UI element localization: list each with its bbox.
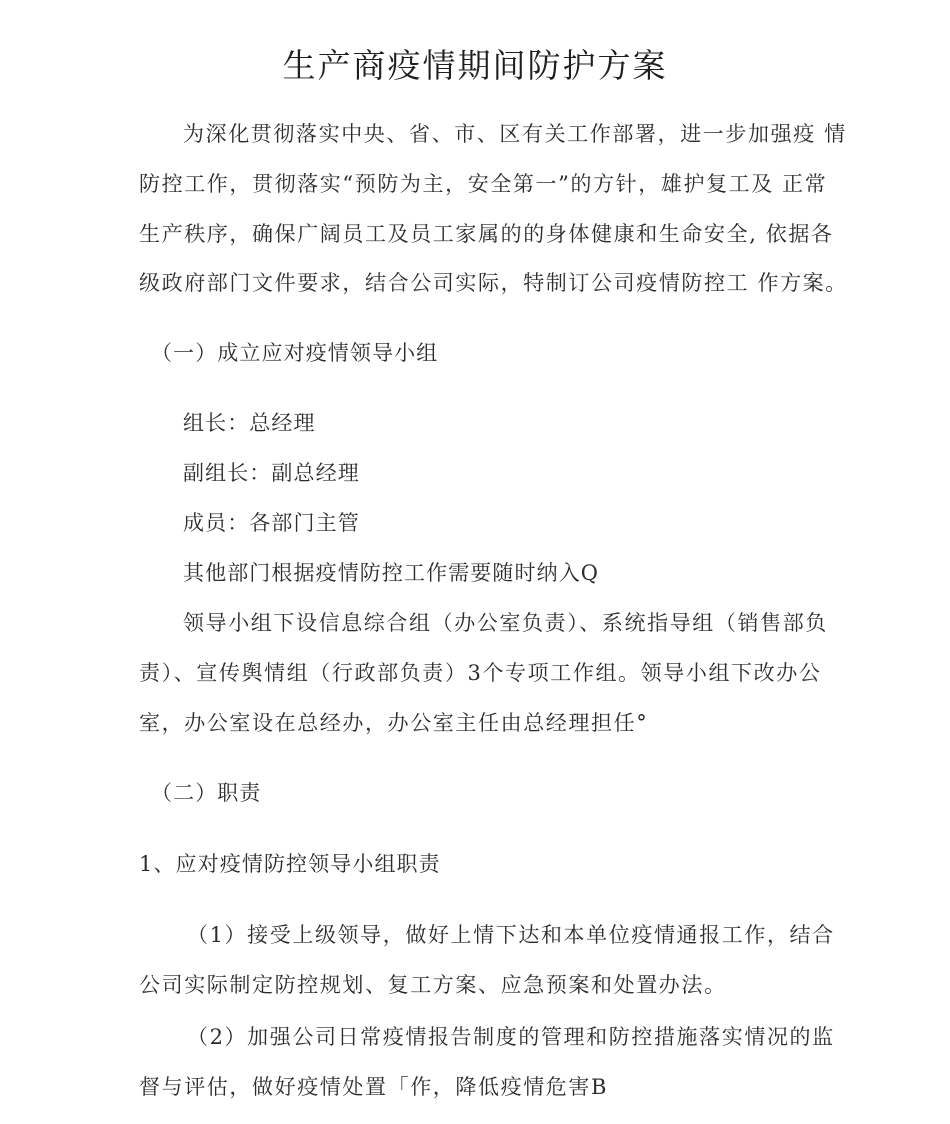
structure-line-1: 领导小组下设信息综合组（办公室负责）、系统指导组（销售部负: [183, 611, 828, 635]
intro-line-1: 为深化贯彻落实中央、省、市、区有关工作部署，进一步加强疫 情: [183, 122, 847, 146]
section-heading-leadership-group: （一）成立应对疫情领导小组: [151, 341, 439, 365]
structure-line-3: 室，办公室设在总经办，办公室主任由总经理担任°: [139, 711, 649, 735]
subsection-heading-group-duties: 1、应对疫情防控领导小组职责: [139, 852, 441, 876]
member-deputy-leader: 副组长：副总经理: [183, 461, 360, 485]
structure-line-2: 责）、宣传舆情组（行政部负责）3个专项工作组。领导小组下改办公: [139, 661, 822, 685]
duty-1-line-2: 公司实际制定防控规划、复工方案、应急预案和处置办法。: [139, 973, 727, 997]
duty-2-line-1: （2）加强公司日常疫情报告制度的管理和防控措施落实情况的监: [187, 1025, 835, 1049]
intro-line-3: 生产秩序，确保广阔员工及员工家属的的身体健康和生命安全, 依据各: [139, 222, 834, 246]
member-other-departments: 其他部门根据疫情防控工作需要随时纳入Q: [183, 561, 600, 585]
duty-2-line-2: 督与评估，做好疫情处置「作，降低疫情危害B: [139, 1075, 609, 1099]
document-title: 生产商疫情期间防护方案: [282, 46, 668, 85]
intro-line-2: 防控工作，贯彻落实“预防为主，安全第一”的方针，雄护复工及 正常: [139, 172, 828, 196]
member-leader: 组长：总经理: [183, 411, 316, 435]
section-heading-responsibilities: （二）职责: [151, 781, 262, 805]
duty-1-line-1: （1）接受上级领导，做好上情下达和本单位疫情通报工作，结合: [187, 923, 835, 947]
member-members: 成员：各部门主管: [183, 511, 360, 535]
intro-line-4: 级政府部门文件要求，结合公司实际，特制订公司疫情防控工 作方案。: [139, 271, 848, 295]
